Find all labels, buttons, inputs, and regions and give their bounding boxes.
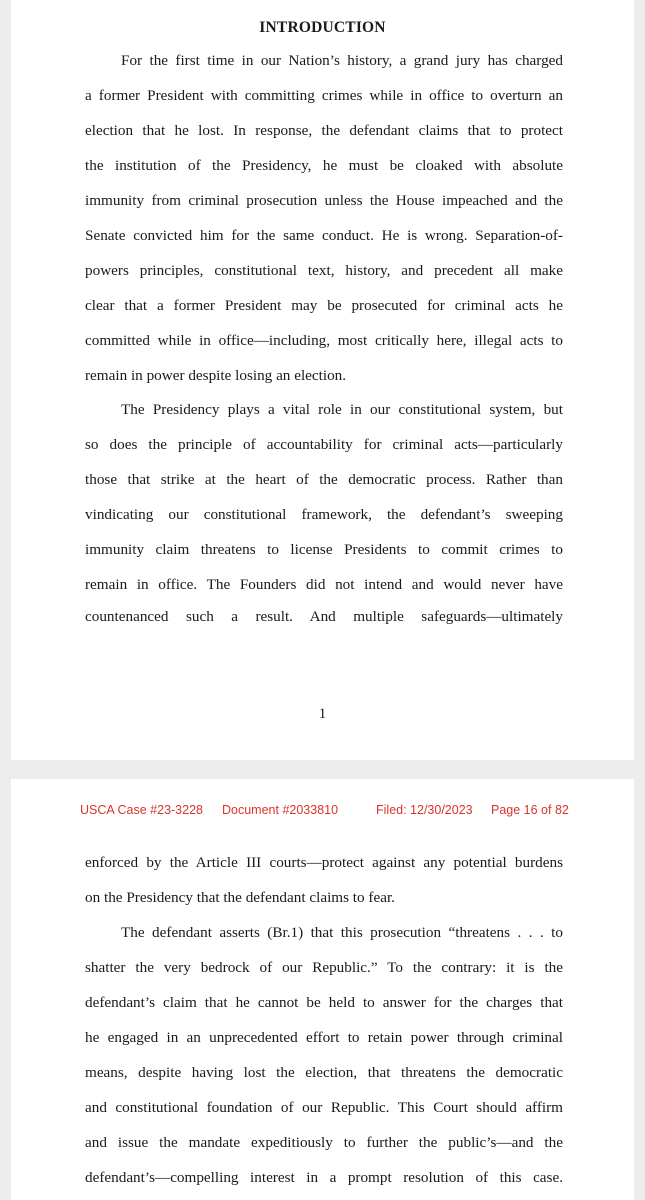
page-number: 1 <box>318 706 327 722</box>
text-line: and issue the mandate expeditiously to further the public’s—and the <box>85 1134 563 1151</box>
text-line: so does the principle of accountability for criminal acts—particularly <box>85 436 563 453</box>
text-line: defendant’s—compelling interest in a prompt resolution of this case. <box>85 1169 563 1186</box>
document-page-2 <box>11 779 634 1200</box>
text-line: committed while in office—including, most critically here, illegal acts to <box>85 332 563 349</box>
text-line: and constitutional foundation of our Republic. This Court should affirm <box>85 1099 563 1116</box>
text-line: a former President with committing crimes while in office to overturn an <box>85 87 563 104</box>
text-line: election that he lost. In response, the defendant claims that to protect <box>85 122 563 139</box>
text-line: remain in power despite losing an election. <box>85 367 347 384</box>
text-line: The Presidency plays a vital role in our constitutional system, but <box>121 401 563 418</box>
text-line: vindicating our constitutional framework, the defendant’s sweeping <box>85 506 563 523</box>
text-line: the institution of the Presidency, he must be cloaked with absolute <box>85 157 563 174</box>
text-line: immunity claim threatens to license Presidents to commit crimes to <box>85 541 563 558</box>
page-count: Page 16 of 82 <box>491 803 569 817</box>
text-line: immunity from criminal prosecution unless the House impeached and the <box>85 192 563 209</box>
document-page-1 <box>11 0 634 760</box>
text-line: enforced by the Article III courts—protect against any potential burdens <box>85 854 563 871</box>
text-line: Senate convicted him for the same conduct. He is wrong. Separation-of- <box>85 227 563 244</box>
text-line: The defendant asserts (Br.1) that this prosecution “threatens . . . to <box>121 924 563 941</box>
case-number: USCA Case #23-3228 <box>80 803 203 817</box>
text-line: countenanced such a result. And multiple safeguards—ultimately <box>85 608 563 625</box>
text-line: those that strike at the heart of the democratic process. Rather than <box>85 471 563 488</box>
text-line: he engaged in an unprecedented effort to retain power through criminal <box>85 1029 563 1046</box>
text-line: on the Presidency that the defendant claims to fear. <box>85 889 395 906</box>
section-heading: INTRODUCTION <box>259 19 386 36</box>
text-line: remain in office. The Founders did not intend and would never have <box>85 576 563 593</box>
filed-date: Filed: 12/30/2023 <box>376 803 473 817</box>
document-number: Document #2033810 <box>222 803 339 817</box>
text-line: For the first time in our Nation’s history, a grand jury has charged <box>121 52 563 69</box>
text-line: powers principles, constitutional text, history, and precedent all make <box>85 262 563 279</box>
text-line: shatter the very bedrock of our Republic.” To the contrary: it is the <box>85 959 563 976</box>
text-line: means, despite having lost the election, that threatens the democratic <box>85 1064 563 1081</box>
text-line: clear that a former President may be prosecuted for criminal acts he <box>85 297 563 314</box>
filing-header <box>11 803 634 821</box>
text-line: defendant’s claim that he cannot be held to answer for the charges that <box>85 994 563 1011</box>
